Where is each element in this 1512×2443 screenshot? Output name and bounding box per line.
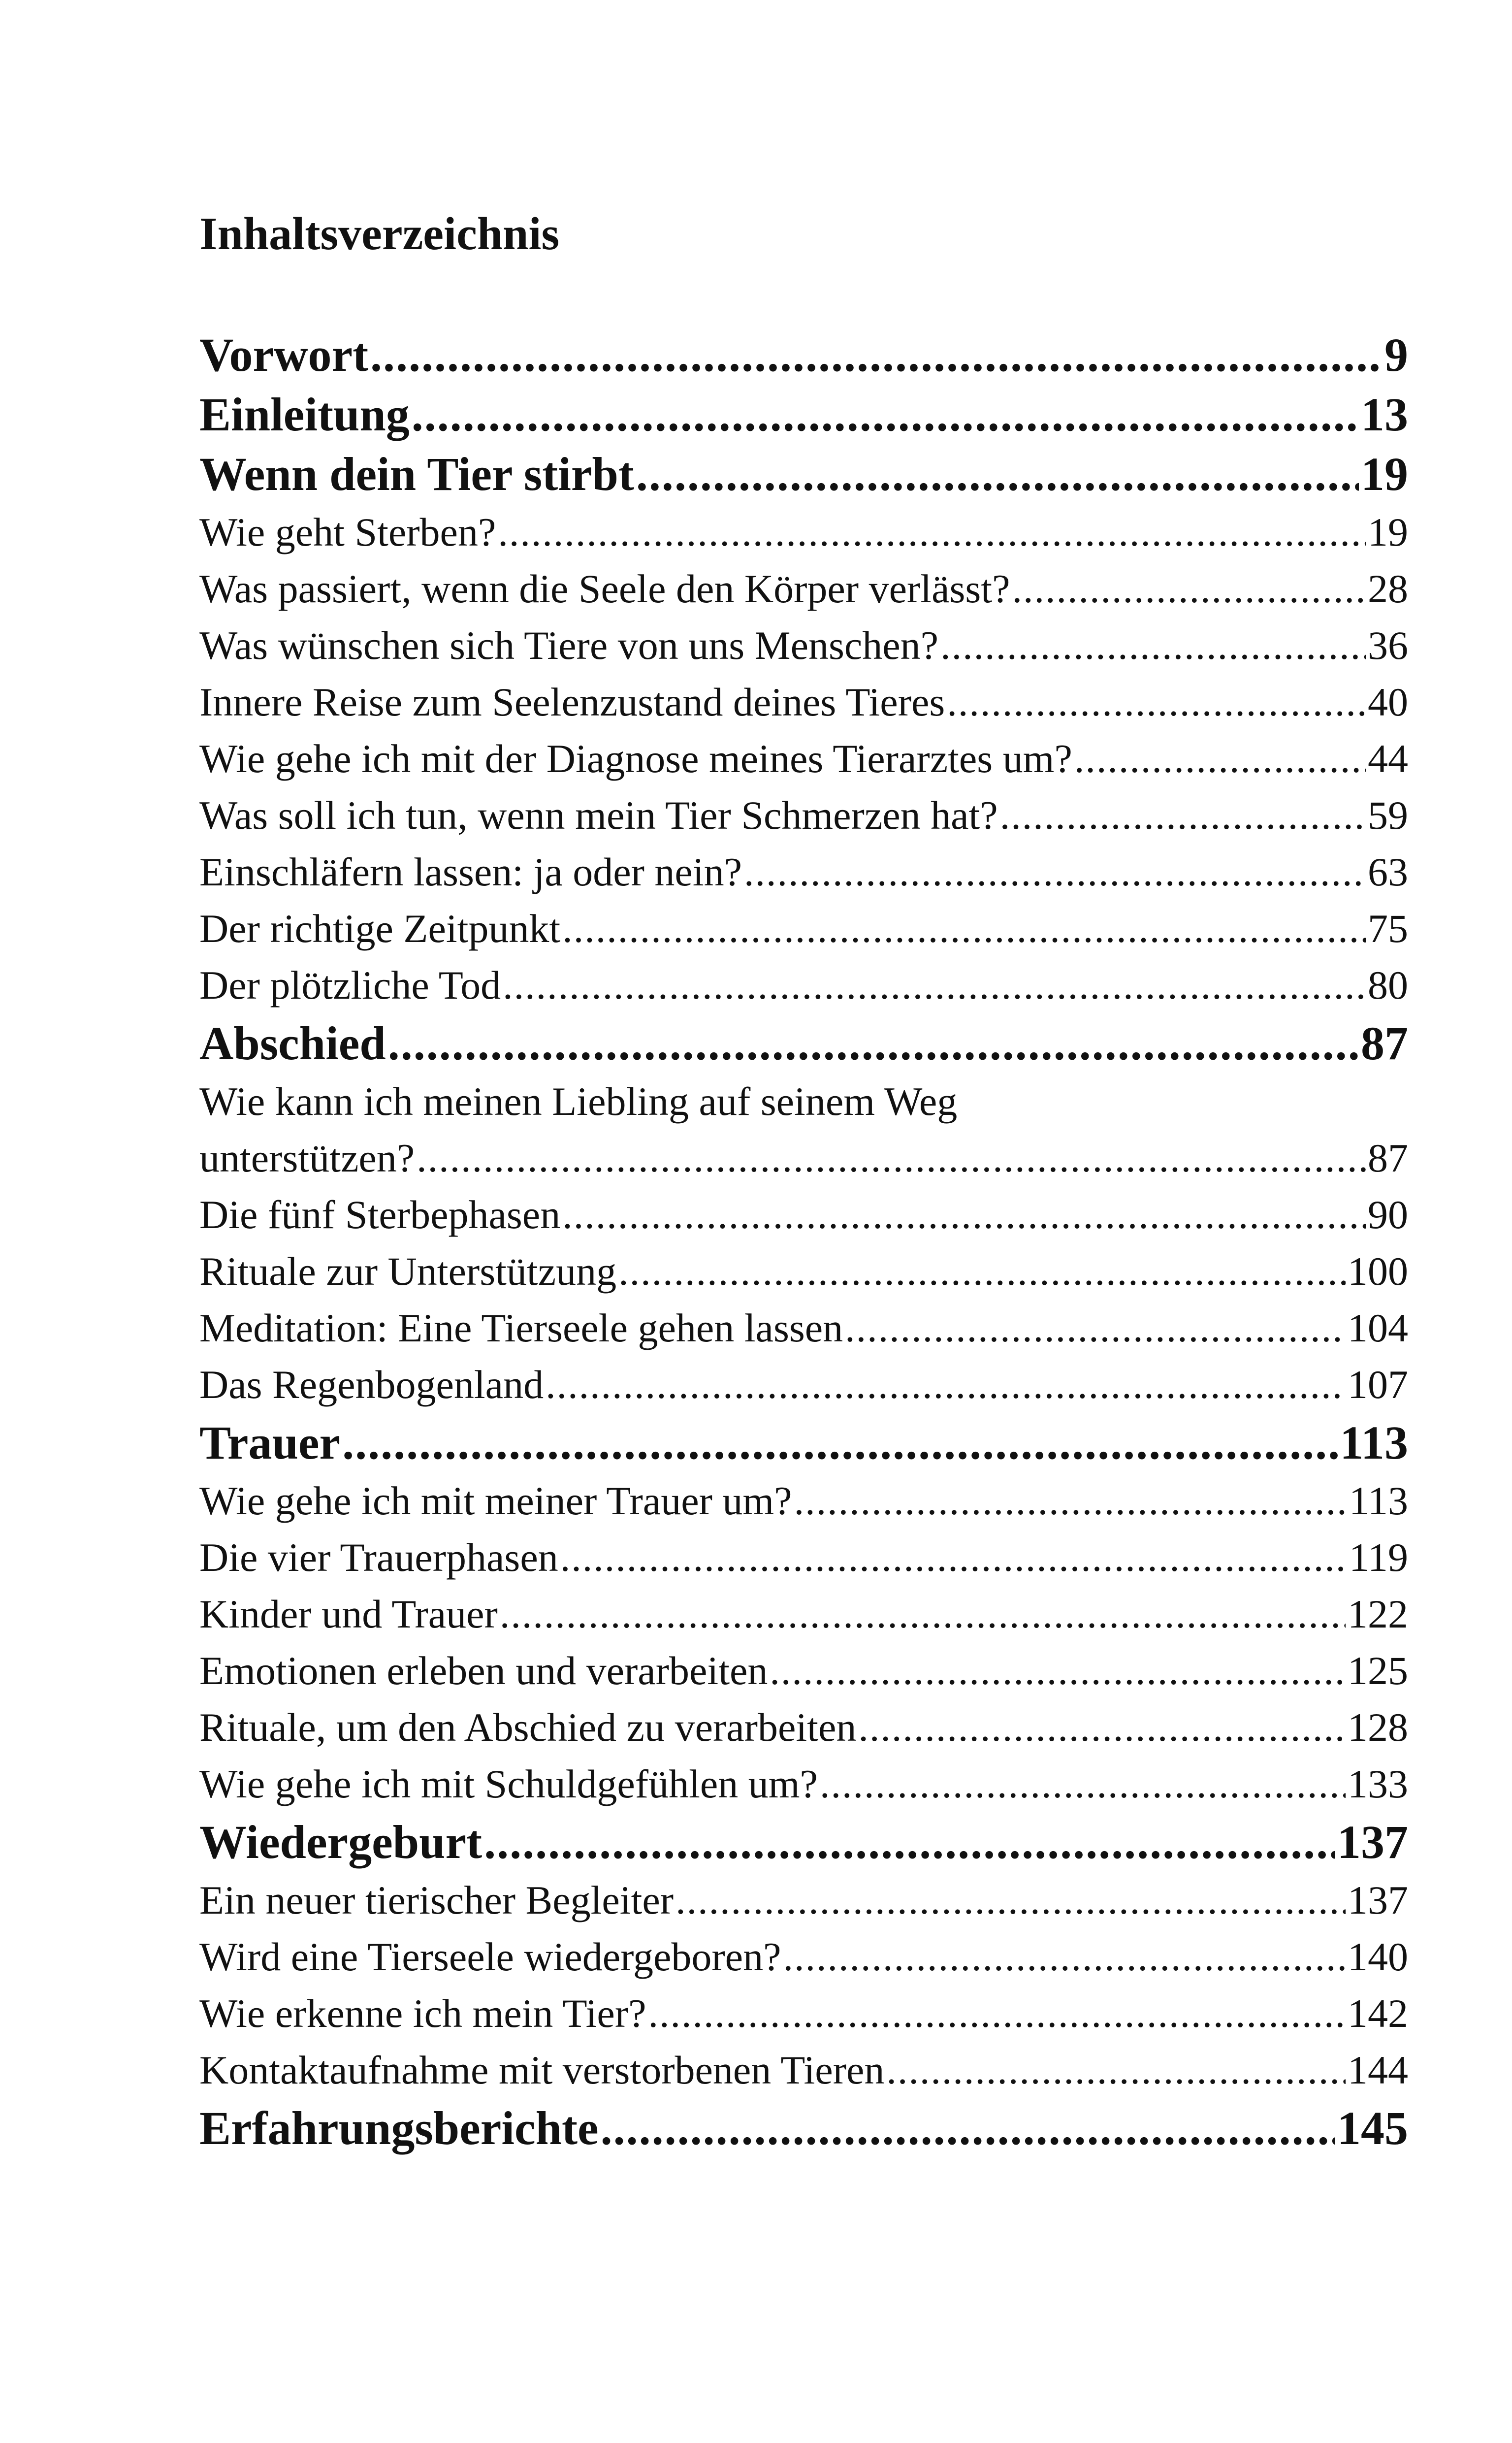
dot-leader (503, 957, 1366, 1013)
toc-page-number: 125 (1348, 1648, 1408, 1693)
toc-page-number: 75 (1368, 906, 1408, 951)
toc-section-entry (199, 1872, 1408, 1928)
dot-leader (744, 844, 1366, 900)
toc-page-number: 63 (1368, 849, 1408, 894)
toc-page-number: 133 (1348, 1761, 1408, 1806)
toc-page-number: 104 (1348, 1305, 1408, 1350)
toc-section-entry (199, 1300, 1408, 1356)
toc-section-entry (199, 1928, 1408, 1985)
toc-entry-title: Was soll ich tun, wenn mein Tier Schmerzen hat? (199, 793, 998, 838)
toc-page-number: 87 (1361, 1017, 1408, 1070)
toc-section-entry (199, 957, 1408, 1013)
toc-page-number: 28 (1368, 566, 1408, 611)
dot-leader (648, 1985, 1346, 2042)
toc-entry-title: Wie gehe ich mit meiner Trauer um? (199, 1478, 792, 1523)
toc-page-number: 59 (1368, 793, 1408, 838)
toc-page-number: 140 (1348, 1934, 1408, 1979)
toc-entry-title: Rituale zur Unterstützung (199, 1249, 617, 1294)
toc-chapter-entry (199, 1013, 1408, 1073)
dot-leader (845, 1300, 1346, 1356)
toc-entry-title: Was wünschen sich Tiere von uns Menschen? (199, 623, 939, 668)
toc-page-number: 128 (1348, 1705, 1408, 1750)
dot-leader (601, 2098, 1335, 2158)
toc-page-number: 142 (1348, 1991, 1408, 2036)
toc-chapter-entry (199, 1812, 1408, 1872)
toc-section-entry (199, 1356, 1408, 1413)
toc-section-entry (199, 1756, 1408, 1812)
toc-page-number: 145 (1337, 2102, 1408, 2154)
toc-page-number: 137 (1337, 1816, 1408, 1868)
toc-entry-title: Rituale, um den Abschied zu verarbeiten (199, 1705, 857, 1750)
toc-page-number: 13 (1361, 388, 1408, 441)
toc-entry-title: Was passiert, wenn die Seele den Körper verlässt? (199, 566, 1010, 611)
toc-page-number: 113 (1340, 1416, 1408, 1469)
toc-section-entry (199, 504, 1408, 560)
dot-leader (342, 1413, 1338, 1472)
dot-leader (636, 444, 1359, 504)
dot-leader (947, 674, 1366, 730)
toc-entry-title-line1: Wie kann ich meinen Liebling auf seinem Weg (199, 1079, 958, 1124)
toc-section-entry (199, 674, 1408, 730)
toc-entry-title: Das Regenbogenland (199, 1362, 544, 1407)
dot-leader (370, 325, 1383, 385)
toc-section-entry (199, 1642, 1408, 1699)
toc-section-entry (199, 1186, 1408, 1243)
toc-entry-title: Der richtige Zeitpunkt (199, 906, 561, 951)
toc-section-entry (199, 787, 1408, 844)
toc-page-number: 107 (1348, 1362, 1408, 1407)
toc-entry-title: Erfahrungsberichte (199, 2102, 599, 2154)
toc-page-number: 100 (1348, 1249, 1408, 1294)
toc-entry-title: Wird eine Tierseele wiedergeboren? (199, 1934, 781, 1979)
dot-leader (546, 1356, 1346, 1413)
toc-section-entry (199, 617, 1408, 674)
toc-page-number: 119 (1349, 1535, 1408, 1580)
toc-entry-title: Wiedergeburt (199, 1816, 483, 1868)
dot-leader (820, 1756, 1346, 1812)
toc-page-number: 40 (1368, 680, 1408, 724)
toc-section-entry (199, 1243, 1408, 1300)
toc-entry-title: Die vier Trauerphasen (199, 1535, 558, 1580)
toc-entry-title-line2: unterstützen? (199, 1136, 415, 1180)
toc-entry-title: Wie gehe ich mit Schuldgefühlen um? (199, 1761, 818, 1806)
dot-leader (858, 1699, 1346, 1756)
toc-entry-title: Wenn dein Tier stirbt (199, 448, 634, 500)
toc-page-number: 144 (1348, 2048, 1408, 2092)
dot-leader (560, 1529, 1347, 1586)
toc-page-number: 80 (1368, 963, 1408, 1008)
dot-leader (794, 1472, 1347, 1529)
toc-page (199, 202, 1408, 2158)
toc-entry-title: Ein neuer tierischer Begleiter (199, 1878, 674, 1922)
toc-page-number: 9 (1384, 328, 1408, 381)
page-title: Inhaltsverzeichnis (199, 208, 560, 260)
toc-entry-title: Emotionen erleben und verarbeiten (199, 1648, 768, 1693)
dot-leader (940, 617, 1366, 674)
toc-page-number: 36 (1368, 623, 1408, 668)
dot-leader (770, 1642, 1346, 1699)
toc-entry-title: Innere Reise zum Seelenzustand deines Tieres (199, 680, 945, 724)
toc-section-entry (199, 1472, 1408, 1529)
dot-leader (562, 1186, 1366, 1243)
toc-entry-title: Wie erkenne ich mein Tier? (199, 1991, 646, 2036)
toc-entry-title: Meditation: Eine Tierseele gehen lassen (199, 1305, 843, 1350)
toc-entry-title: Vorwort (199, 328, 369, 381)
toc-page-number: 44 (1368, 736, 1408, 781)
toc-page-number: 122 (1348, 1592, 1408, 1636)
dot-leader (498, 504, 1366, 560)
dot-leader (676, 1872, 1346, 1928)
dot-leader (1000, 787, 1366, 844)
toc-entry-title: Wie gehe ich mit der Diagnose meines Tierarztes um? (199, 736, 1072, 781)
toc-list (199, 325, 1408, 2158)
toc-section-entry (199, 2042, 1408, 2098)
dot-leader (417, 1130, 1366, 1186)
toc-section-entry (199, 1985, 1408, 2042)
toc-entry-title: Einschläfern lassen: ja oder nein? (199, 849, 742, 894)
toc-section-entry (199, 1586, 1408, 1642)
dot-leader (484, 1812, 1335, 1872)
toc-chapter-entry (199, 385, 1408, 444)
toc-chapter-entry (199, 444, 1408, 504)
toc-section-entry (199, 1073, 1408, 1186)
toc-page-number: 87 (1368, 1136, 1408, 1180)
toc-section-entry (199, 730, 1408, 787)
toc-chapter-entry (199, 325, 1408, 385)
toc-page-number: 19 (1361, 448, 1408, 500)
toc-entry-title: Kontaktaufnahme mit verstorbenen Tieren (199, 2048, 885, 2092)
toc-page-number: 19 (1368, 510, 1408, 554)
dot-leader (562, 900, 1366, 957)
toc-page-number: 113 (1349, 1478, 1408, 1523)
dot-leader (1074, 730, 1366, 787)
toc-section-entry (199, 560, 1408, 617)
toc-chapter-entry (199, 1413, 1408, 1472)
dot-leader (1012, 560, 1366, 617)
dot-leader (388, 1013, 1359, 1073)
toc-page-number: 137 (1348, 1878, 1408, 1922)
toc-section-entry (199, 844, 1408, 900)
toc-entry-second-line (199, 1130, 1408, 1186)
dot-leader (412, 385, 1359, 444)
toc-entry-title: Die fünf Sterbephasen (199, 1192, 561, 1237)
toc-section-entry (199, 900, 1408, 957)
toc-section-entry (199, 1699, 1408, 1756)
dot-leader (500, 1586, 1346, 1642)
toc-section-entry (199, 1529, 1408, 1586)
dot-leader (783, 1928, 1346, 1985)
toc-entry-title: Wie geht Sterben? (199, 510, 496, 554)
dot-leader (618, 1243, 1346, 1300)
dot-leader (886, 2042, 1346, 2098)
toc-entry-title: Einleitung (199, 388, 410, 441)
toc-entry-title: Trauer (199, 1416, 341, 1469)
toc-chapter-entry (199, 2098, 1408, 2158)
toc-page-number: 90 (1368, 1192, 1408, 1237)
toc-entry-title: Der plötzliche Tod (199, 963, 501, 1008)
toc-entry-title: Abschied (199, 1017, 386, 1070)
toc-entry-title: Kinder und Trauer (199, 1592, 498, 1636)
